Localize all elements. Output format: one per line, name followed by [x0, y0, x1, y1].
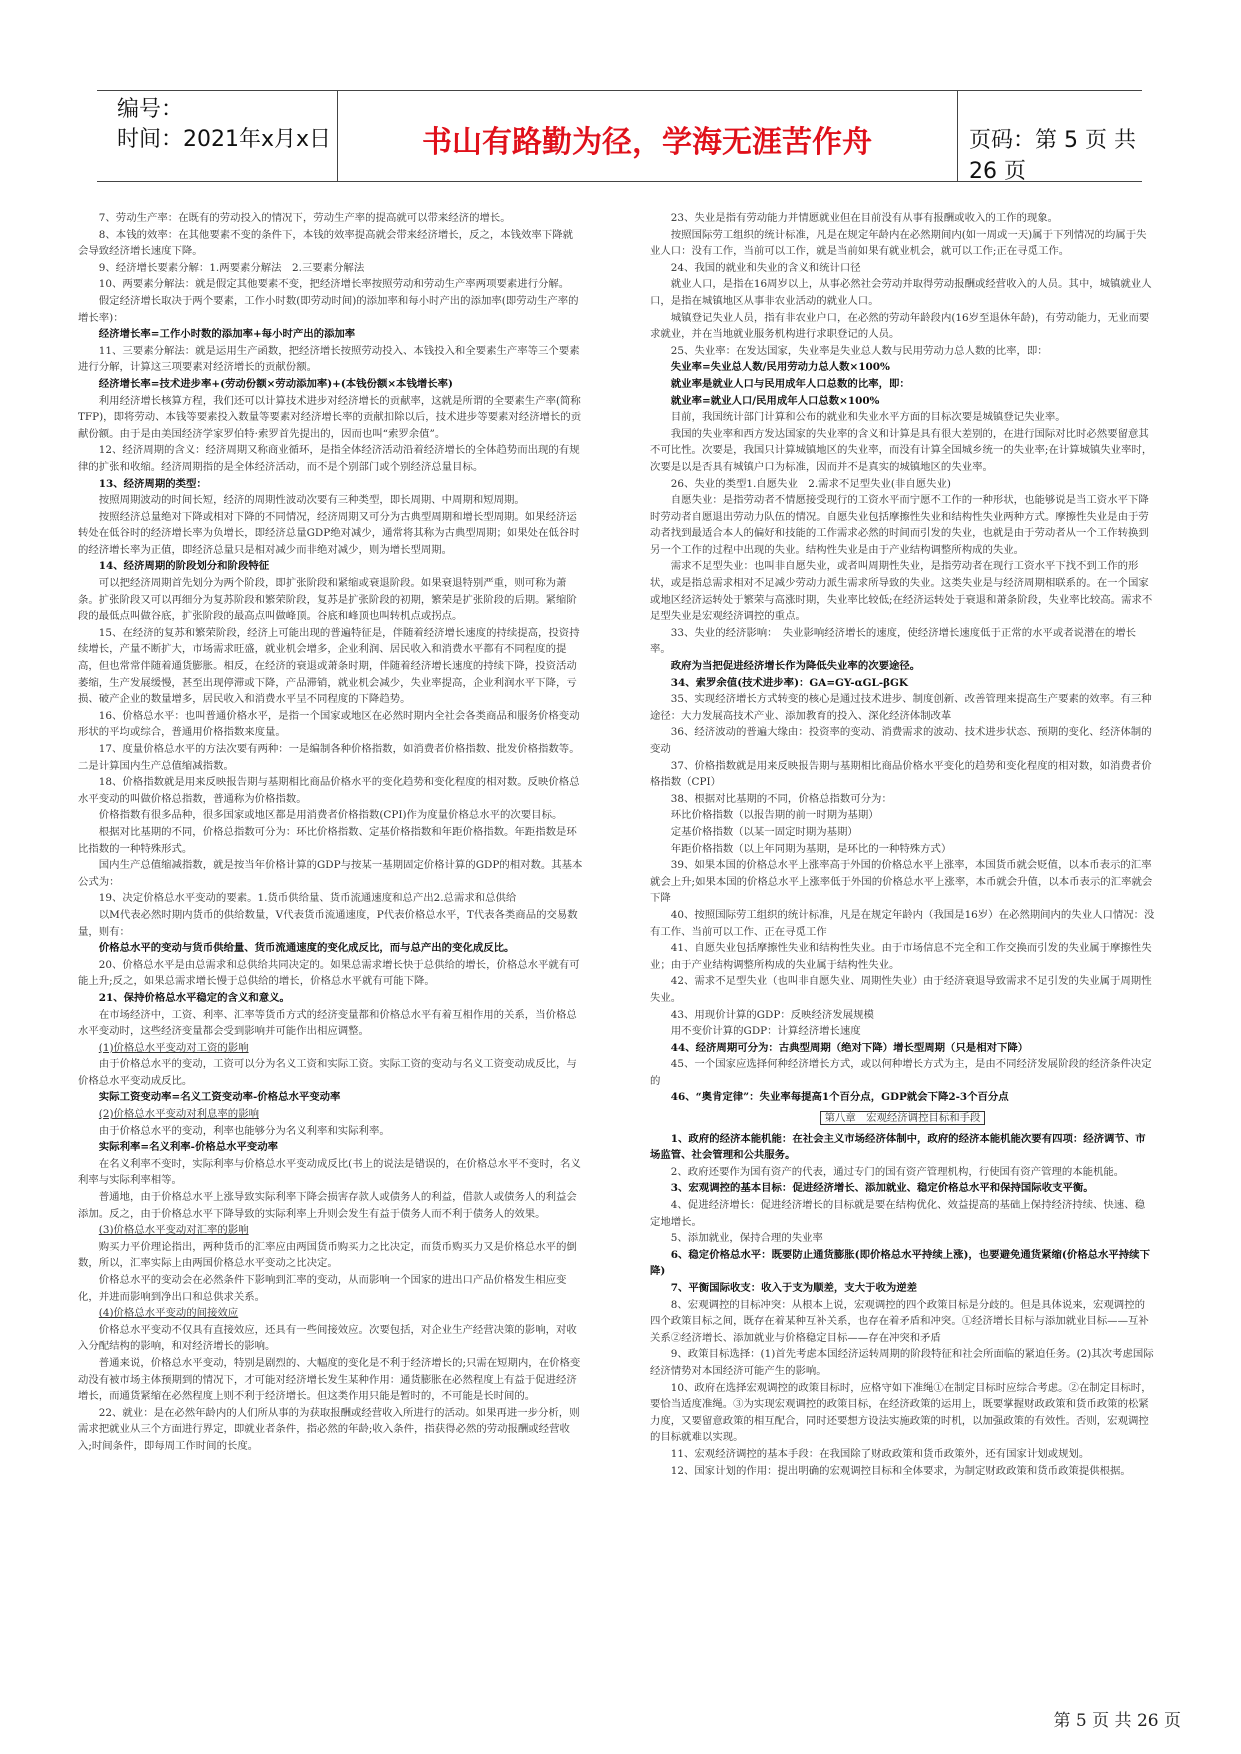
paragraph: 11、宏观经济调控的基本手段：在我国除了财政政策和货币政策外，还有国家计划或规划。 — [670, 1447, 1090, 1460]
paragraph: 17、度量价格总水平的方法次要有两种：一是编制各种价格指数，如消费者价格指数、批发价格指数等。二是计算国内生产总值缩减指数。 — [78, 743, 580, 772]
right-column — [650, 210, 1155, 1479]
paragraph: 1、政府的经济本能机能：在社会主义市场经济体制中，政府的经济本能机能次要有四项：经济调节、市场监管、社会管理和公共服务。 — [650, 1132, 1146, 1162]
paragraph: 失业率=失业总人数/民用劳动力总人数×100% — [670, 361, 890, 374]
header-page-number: 页码：第 5 页 共 26 页 — [969, 128, 1136, 184]
paragraph: 年距价格指数（以上年同期为基期，是环比的一种特殊方式） — [670, 842, 952, 855]
paragraph: 44、经济周期可分为：古典型周期（绝对下降）增长型周期（只是相对下降） — [670, 1041, 1029, 1054]
paragraph: 在名义利率不变时，实际利率与价格总水平变动成反比(书上的说法是错误的，在价格总水平不变时，名义利率与实际利率相等。 — [78, 1157, 581, 1187]
paragraph: 利用经济增长核算方程，我们还可以计算技术进步对经济增长的贡献率，这就是所谓的全要素生产率(简称TFP)，即将劳动、本钱等要素投入数量等要素对经济增长率的贡献扣除以后，技术进步等要素对经济增长的贡献份额。由于是由美国经济学家罗伯特·索罗首先提出的，因而也叫“索罗余值”。 — [78, 394, 582, 440]
paragraph: 6、稳定价格总水平：既要防止通货膨胀(即价格总水平持续上涨)，也要避免通货紧缩(价格总水平持续下降) — [650, 1248, 1150, 1278]
paragraph: 41、自愿失业包括摩擦性失业和结构性失业。由于市场信息不完全和工作交换而引发的失业属于摩擦性失业；由于产业结构调整所构成的失业属于结构性失业。 — [650, 942, 1152, 971]
paragraph: 5、添加就业，保持合理的失业率 — [670, 1232, 823, 1245]
paragraph: 我国的失业率和西方发达国家的失业率的含义和计算是具有很大差别的，在进行国际对比时必然要留意其不可比性。次要是，我国只计算城镇地区的失业率，而没有计算全国城乡统一的失业率;在计算城镇失业率时，次要是以是否具有城镇户口为标准，因而并不是真实的城镇地区的失业率。 — [650, 427, 1153, 473]
paragraph: 2、政府还要作为国有资产的代表，通过专门的国有资产管理机构，行使国有资产管理的本能机能。 — [670, 1165, 1125, 1178]
paragraph: 45、一个国家应选择何种经济增长方式，或以何种增长方式为主，是由不同经济发展阶段的经济条件决定的 — [650, 1058, 1152, 1087]
paragraph: 假定经济增长取决于两个要素，工作小时数(即劳动时间)的添加率和每小时产出的添加率(即劳动生产率的增长率)： — [78, 294, 579, 324]
paragraph: 由于价格总水平的变动，工资可以分为名义工资和实际工资。实际工资的变动与名义工资变动成反比，与价格总水平变动成反比。 — [78, 1058, 577, 1087]
paragraph: 46、“奥肯定律”：失业率每提高1个百分点，GDP就会下降2-3个百分点 — [670, 1091, 1009, 1104]
paragraph: 国内生产总值缩减指数，就是按当年价格计算的GDP与按某一基期固定价格计算的GDP的相对数。其基本公式为： — [78, 859, 583, 888]
paragraph: 自愿失业：是指劳动者不情愿接受现行的工资水平而宁愿不工作的一种形状，也能够说是当工资水平下降时劳动者自愿退出劳动力队伍的情况。自愿失业包括摩擦性失业和结构性失业两种方式。摩擦性失业是由于劳动者找到最适合本人的偏好和技能的工作需求必然的时间而引发的失业，也就是由于劳动者从一个工作转换到另一个工作的过程中出现的失业。结构性失业是由于产业结构调整所构成的失业。 — [650, 494, 1149, 556]
paragraph: 政府为当把促进经济增长作为降低失业率的次要途径。 — [670, 660, 921, 673]
paragraph: 16、价格总水平：也叫普通价格水平，是指一个国家或地区在必然时期内全社会各类商品和服务价格变动形状的平均或综合，普通用价格指数来度量。 — [78, 709, 580, 739]
paragraph: 按照国际劳工组织的统计标准，凡是在规定年龄内在必然期间内(如一周或一天)属于下列情况的均属于失业人口：没有工作，当前可以工作，就是当前如果有就业机会，就可以工作;正在寻觅工作。 — [650, 228, 1147, 258]
paragraph: 普通来说，价格总水平变动，特别是剧烈的、大幅度的变化是不利于经济增长的;只需在短期内，在价格变动没有被市场主体预期到的情况下，才可能对经济增长发生某种作用：通货膨胀在必然程度上有益于促进经济增长，而通货紧缩在必然程度上则不利于经济增长。但这类作用只能是暂时的，不可能是长时间的。 — [78, 1356, 581, 1403]
paragraph: 24、我国的就业和失业的含义和统计口径 — [670, 261, 861, 274]
paragraph: 由于价格总水平的变动，利率也能够分为名义利率和实际利率。 — [98, 1124, 390, 1137]
header-motto: 书山有路勤为径，学海无涯苦作舟 — [422, 125, 872, 160]
paragraph: 城镇登记失业人员，指有非农业户口，在必然的劳动年龄段内(16岁至退休年龄)，有劳动能力，无业而要求就业，并在当地就业服务机构进行求职登记的人员。 — [650, 311, 1150, 341]
paragraph: 就业率是就业人口与民用成年人口总数的比率，即： — [670, 377, 910, 390]
chapter-title — [650, 1110, 1155, 1127]
paragraph: 按照周期波动的时间长短，经济的周期性波动次要有三种类型，即长周期、中周期和短周期。 — [98, 494, 525, 507]
paragraph: 20、价格总水平是由总需求和总供给共同决定的。如果总需求增长快于总供给的增长，价格总水平就有可能上升;反之，如果总需求增长慢于总供给的增长，价格总水平就有可能下降。 — [78, 958, 580, 988]
paragraph: 33、失业的经济影响： 失业影响经济增长的速度，使经济增长速度低于正常的水平或者说潜在的增长率。 — [650, 626, 1137, 656]
paragraph: (4)价格总水平变动的间接效应 — [98, 1307, 239, 1320]
header-divider — [957, 91, 958, 181]
paragraph: 37、价格指数就是用来反映报告期与基期相比商品价格水平变化的趋势和变化程度的相对数，如消费者价格指数（CPI） — [650, 759, 1152, 789]
paragraph: 根据对比基期的不同，价格总指数可分为：环比价格指数、定基价格指数和年距价格指数。年距指数是环比指数的一种特殊形式。 — [78, 825, 577, 855]
paragraph: (3)价格总水平变动对汇率的影响 — [98, 1224, 249, 1237]
paragraph: 就业人口，是指在16周岁以上，从事必然社会劳动并取得劳动报酬或经营收入的人员。其中，城镇就业人口，是指在城镇地区从事非农业活动的就业人口。 — [650, 278, 1152, 307]
paragraph: 14、经济周期的阶段划分和阶段特征 — [98, 560, 270, 573]
paragraph: 21、保持价格总水平稳定的含义和意义。 — [98, 991, 290, 1004]
left-column — [78, 210, 583, 1455]
paragraph: 经济增长率=工作小时数的添加率+每小时产出的添加率 — [98, 328, 356, 341]
paragraph: 22、就业：是在必然年龄内的人们所从事的为获取报酬或经营收入所进行的活动。如果再进一步分析，则需求把就业从三个方面进行界定，即就业者条件，指必然的年龄;收入条件，指获得必然的劳动报酬或经营收入;时间条件，即每周工作时间的长度。 — [78, 1406, 580, 1452]
paragraph: 35、实现经济增长方式转变的核心是通过技术进步、制度创新、改善管理来提高生产要素的效率。有三种途径：大力发展高技术产业、添加教育的投入、深化经济体制改革 — [650, 693, 1152, 722]
paragraph: 4、促进经济增长：促进经济增长的目标就是要在结构优化、效益提高的基础上保持经济持续、快速、稳定地增长。 — [650, 1199, 1145, 1228]
paragraph: 可以把经济周期首先划分为两个阶段，即扩张阶段和紧缩或衰退阶段。如果衰退特别严重，则可称为萧条。扩张阶段又可以再细分为复苏阶段和繁荣阶段，复苏是扩张阶段的初期，繁荣是扩张阶段的后期。紧缩阶段的最低点叫做谷底，扩张阶段的最高点叫做峰顶。谷底和峰顶也叫转机点或拐点。 — [78, 577, 577, 623]
paragraph: 价格总水平的变动会在必然条件下影响到汇率的变动，从而影响一个国家的进出口产品价格发生相应变化，并进而影响到净出口和总供求关系。 — [78, 1274, 567, 1303]
paragraph: 15、在经济的复苏和繁荣阶段，经济上可能出现的普遍特征是，伴随着经济增长速度的持续提高，投资持续增长，产量不断扩大，市场需求旺盛，就业机会增多，企业利润、居民收入和消费水平都有不同程度的提高，但也常常伴随着通货膨胀。相反，在经济的衰退或萧条时期，伴随着经济增长速度的持续下降，投资活动萎缩，生产发展缓慢，甚至出现停滞或下降，产品滞销，就业机会减少，失业率提高，企业利润水平下降，亏损、破产企业的数量增多，居民收入和消费水平呈不同程度的下降趋势。 — [78, 626, 580, 706]
paragraph: 7、劳动生产率：在既有的劳动投入的情况下，劳动生产率的提高就可以带来经济的增长。 — [98, 212, 511, 224]
paragraph: 7、平衡国际收支：收入于支为顺差，支大于收为逆差 — [670, 1282, 918, 1294]
paragraph: 12、国家计划的作用：提出明确的宏观调控目标和全体要求，为制定财政政策和货币政策提供根据。 — [670, 1464, 1131, 1477]
paragraph: 12、经济周期的含义：经济周期又称商业循环，是指全体经济活动沿着经济增长的全体趋势而出现的有规律的扩张和收缩。经济周期指的是全体经济活动，而不是个别部门或个别经济总量目标。 — [78, 444, 580, 473]
paragraph: 价格总水平变动不仅具有直接效应，还具有一些间接效应。次要包括，对企业生产经营决策的影响，对收入分配结构的影响，和对经济增长的影响。 — [78, 1323, 577, 1353]
paragraph: 25、失业率：在发达国家，失业率是失业总人数与民用劳动力总人数的比率，即： — [670, 344, 1048, 357]
paragraph: 实际利率=名义利率-价格总水平变动率 — [98, 1141, 279, 1154]
time-label: 时间：2021年x月x日 — [117, 127, 332, 152]
paragraph: 39、如果本国的价格总水平上涨率高于外国的价格总水平上涨率，本国货币就会贬值，以本币表示的汇率就会上升;如果本国的价格总水平上涨率低于外国的价格总水平上涨率，本币就会升值，以本币表示的汇率就会下降 — [650, 859, 1153, 905]
paragraph: 以M代表必然时期内货币的供给数量，V代表货币流通速度，P代表价格总水平，T代表各类商品的交易数量，则有： — [78, 908, 578, 938]
paragraph: 34、索罗余值(技术进步率)：GA=GY-αGL-βGK — [670, 676, 908, 689]
paragraph: 普通地，由于价格总水平上涨导致实际利率下降会损害存款人或债务人的利益，借款人或债务人的利益会添加。反之，由于价格总水平下降导致的实际利率上升则会发生有益于债务人而不利于债务人的效果。 — [78, 1191, 577, 1220]
paragraph: 13、经济周期的类型： — [98, 477, 207, 490]
paragraph: 定基价格指数（以某一固定时期为基期） — [670, 825, 858, 838]
chapter-title-text: 第八章 宏观经济调控目标和手段 — [820, 1111, 986, 1125]
footer-page-number: 第 5 页 共 26 页 — [1053, 1711, 1181, 1731]
paragraph: 11、三要素分解法：就是运用生产函数，把经济增长按照劳动投入、本钱投入和全要素生产率等三个要素进行分解，计算这三项要素对经济增长的贡献份额。 — [78, 344, 580, 374]
paragraph: 26、失业的类型1.自愿失业 2.需求不足型失业(非自愿失业) — [670, 477, 951, 490]
header-meta — [117, 95, 331, 155]
paragraph: 38、根据对比基期的不同，价格总指数可分为： — [670, 792, 892, 805]
paragraph: 43、用现价计算的GDP：反映经济发展规模 — [670, 1008, 874, 1021]
paragraph: 环比价格指数（以报告期的前一时期为基期） — [670, 809, 879, 822]
paragraph: 36、经济波动的普遍大缘由：投资率的变动、消费需求的波动、技术进步状态、预期的变化、经济体制的变动 — [650, 726, 1152, 755]
paragraph: 3、宏观调控的基本目标：促进经济增长、添加就业、稳定价格总水平和保持国际收支平衡。 — [670, 1182, 1094, 1195]
paragraph: 目前，我国统计部门计算和公布的就业和失业水平方面的目标次要是城镇登记失业率。 — [670, 411, 1066, 424]
paragraph: 价格指数有很多品种，很多国家或地区都是用消费者价格指数(CPI)作为度量价格总水平的次要目标。 — [98, 809, 563, 822]
paragraph: 19、决定价格总水平变动的要素。1.货币供给量、货币流通速度和总产出2.总需求和总供给 — [98, 892, 517, 905]
paragraph: 42、需求不足型失业（也叫非自愿失业、周期性失业）由于经济衰退导致需求不足引发的失业属于周期性失业。 — [650, 975, 1152, 1004]
paragraph: (2)价格总水平变动对利息率的影响 — [98, 1108, 259, 1121]
paragraph: 实际工资变动率=名义工资变动率-价格总水平变动率 — [98, 1091, 341, 1104]
paragraph: 经济增长率=技术进步率+(劳动份额×劳动添加率)+(本钱份额×本钱增长率) — [98, 377, 453, 390]
paragraph: 40、按照国际劳工组织的统计标准，凡是在规定年龄内（我国是16岁）在必然期间内的失业人口情况：没有工作、当前可以工作、正在寻觅工作 — [650, 908, 1155, 938]
paragraph: 用不变价计算的GDP：计算经济增长速度 — [670, 1025, 861, 1038]
page-header — [97, 90, 1142, 182]
paragraph: 23、失业是指有劳动能力并情愿就业但在目前没有从事有报酬或收入的工作的现象。 — [670, 212, 1059, 224]
paragraph: 18、价格指数就是用来反映报告期与基期相比商品价格水平的变化趋势和变化程度的相对数。反映价格总水平变动的叫做价格总指数，普通称为价格指数。 — [78, 776, 580, 805]
paragraph: 购买力平价理论指出，两种货币的汇率应由两国货币购买力之比决定，而货币购买力又是价格总水平的倒数，所以，汇率实际上由两国价格总水平变动之比决定。 — [78, 1240, 577, 1270]
paragraph: 在市场经济中，工资、利率、汇率等货币方式的经济变量都和价格总水平有着互相作用的关系，当价格总水平变动时，这些经济变量都会受到影响并可能作出相应调整。 — [78, 1008, 577, 1038]
number-label: 编号： — [117, 97, 184, 122]
paragraph: 10、政府在选择宏观调控的政策目标时，应格守如下准绳①在制定目标时应综合考虑。②在制定目标时，要恰当适度准绳。③为实现宏观调控的政策目标，在经济政策的运用上，既要掌握财政政策和货币政策的松紧力度，又要留意政策的相互配合，同时还要想方设法实施政策的时机，以加强政策的有效性。否则，宏观调控的目标就难以实现。 — [650, 1381, 1152, 1444]
paragraph: 8、宏观调控的目标冲突：从根本上说，宏观调控的四个政策目标是分歧的。但是具体说来，宏观调控的四个政策目标之间，既存在着某种互补关系，也存在着矛盾和冲突。①经济增长目标与添加就业目标——互补关系②经济增长、添加就业与价格稳定目标——存在冲突和矛盾 — [650, 1298, 1149, 1344]
paragraph: 需求不足型失业：也叫非自愿失业，或者叫周期性失业，是指劳动者在现行工资水平下找不到工作的形状，或是指总需求相对不足减少劳动力派生需求所导致的失业。这类失业是与经济周期相联系的。在一个国家或地区经济运转处于繁荣与高涨时期，失业率比较低;在经济运转处于衰退和萧条阶段，失业率比较高。需求不足型失业是宏观经济调控的重点。 — [650, 560, 1153, 623]
paragraph: 价格总水平的变动与货币供给量、货币流通速度的变化成反比，而与总产出的变化成反比。 — [98, 942, 515, 955]
paragraph: 就业率=就业人口/民用成年人口总数×100% — [670, 394, 880, 407]
paragraph: 9、经济增长要素分解：1.两要素分解法 2.三要素分解法 — [98, 261, 365, 274]
paragraph: (1)价格总水平变动对工资的影响 — [98, 1041, 249, 1054]
paragraph: 8、本钱的效率：在其他要素不变的条件下，本钱的效率提高就会带来经济增长，反之，本钱效率下降就会导致经济增长速度下降。 — [78, 228, 573, 258]
paragraph: 10、两要素分解法：就是假定其他要素不变，把经济增长率按照劳动和劳动生产率两项要素进行分解。 — [98, 278, 570, 291]
paragraph: 9、政策目标选择：(1)首先考虑本国经济运转周期的阶段特征和社会所面临的紧迫任务。(2)其次考虑国际经济情势对本国经济可能产生的影响。 — [650, 1348, 1154, 1377]
header-divider — [337, 91, 338, 181]
paragraph: 按照经济总量绝对下降或相对下降的不同情况，经济周期又可分为古典型周期和增长型周期。如果经济运转处在低谷时的经济增长率为负增长，即经济总量GDP绝对减少，通常将其称为古典型周期；如果处在低谷时的经济增长率为正值，即经济总量只是相对减少而非绝对减少，则为增长型周期。 — [78, 510, 580, 556]
